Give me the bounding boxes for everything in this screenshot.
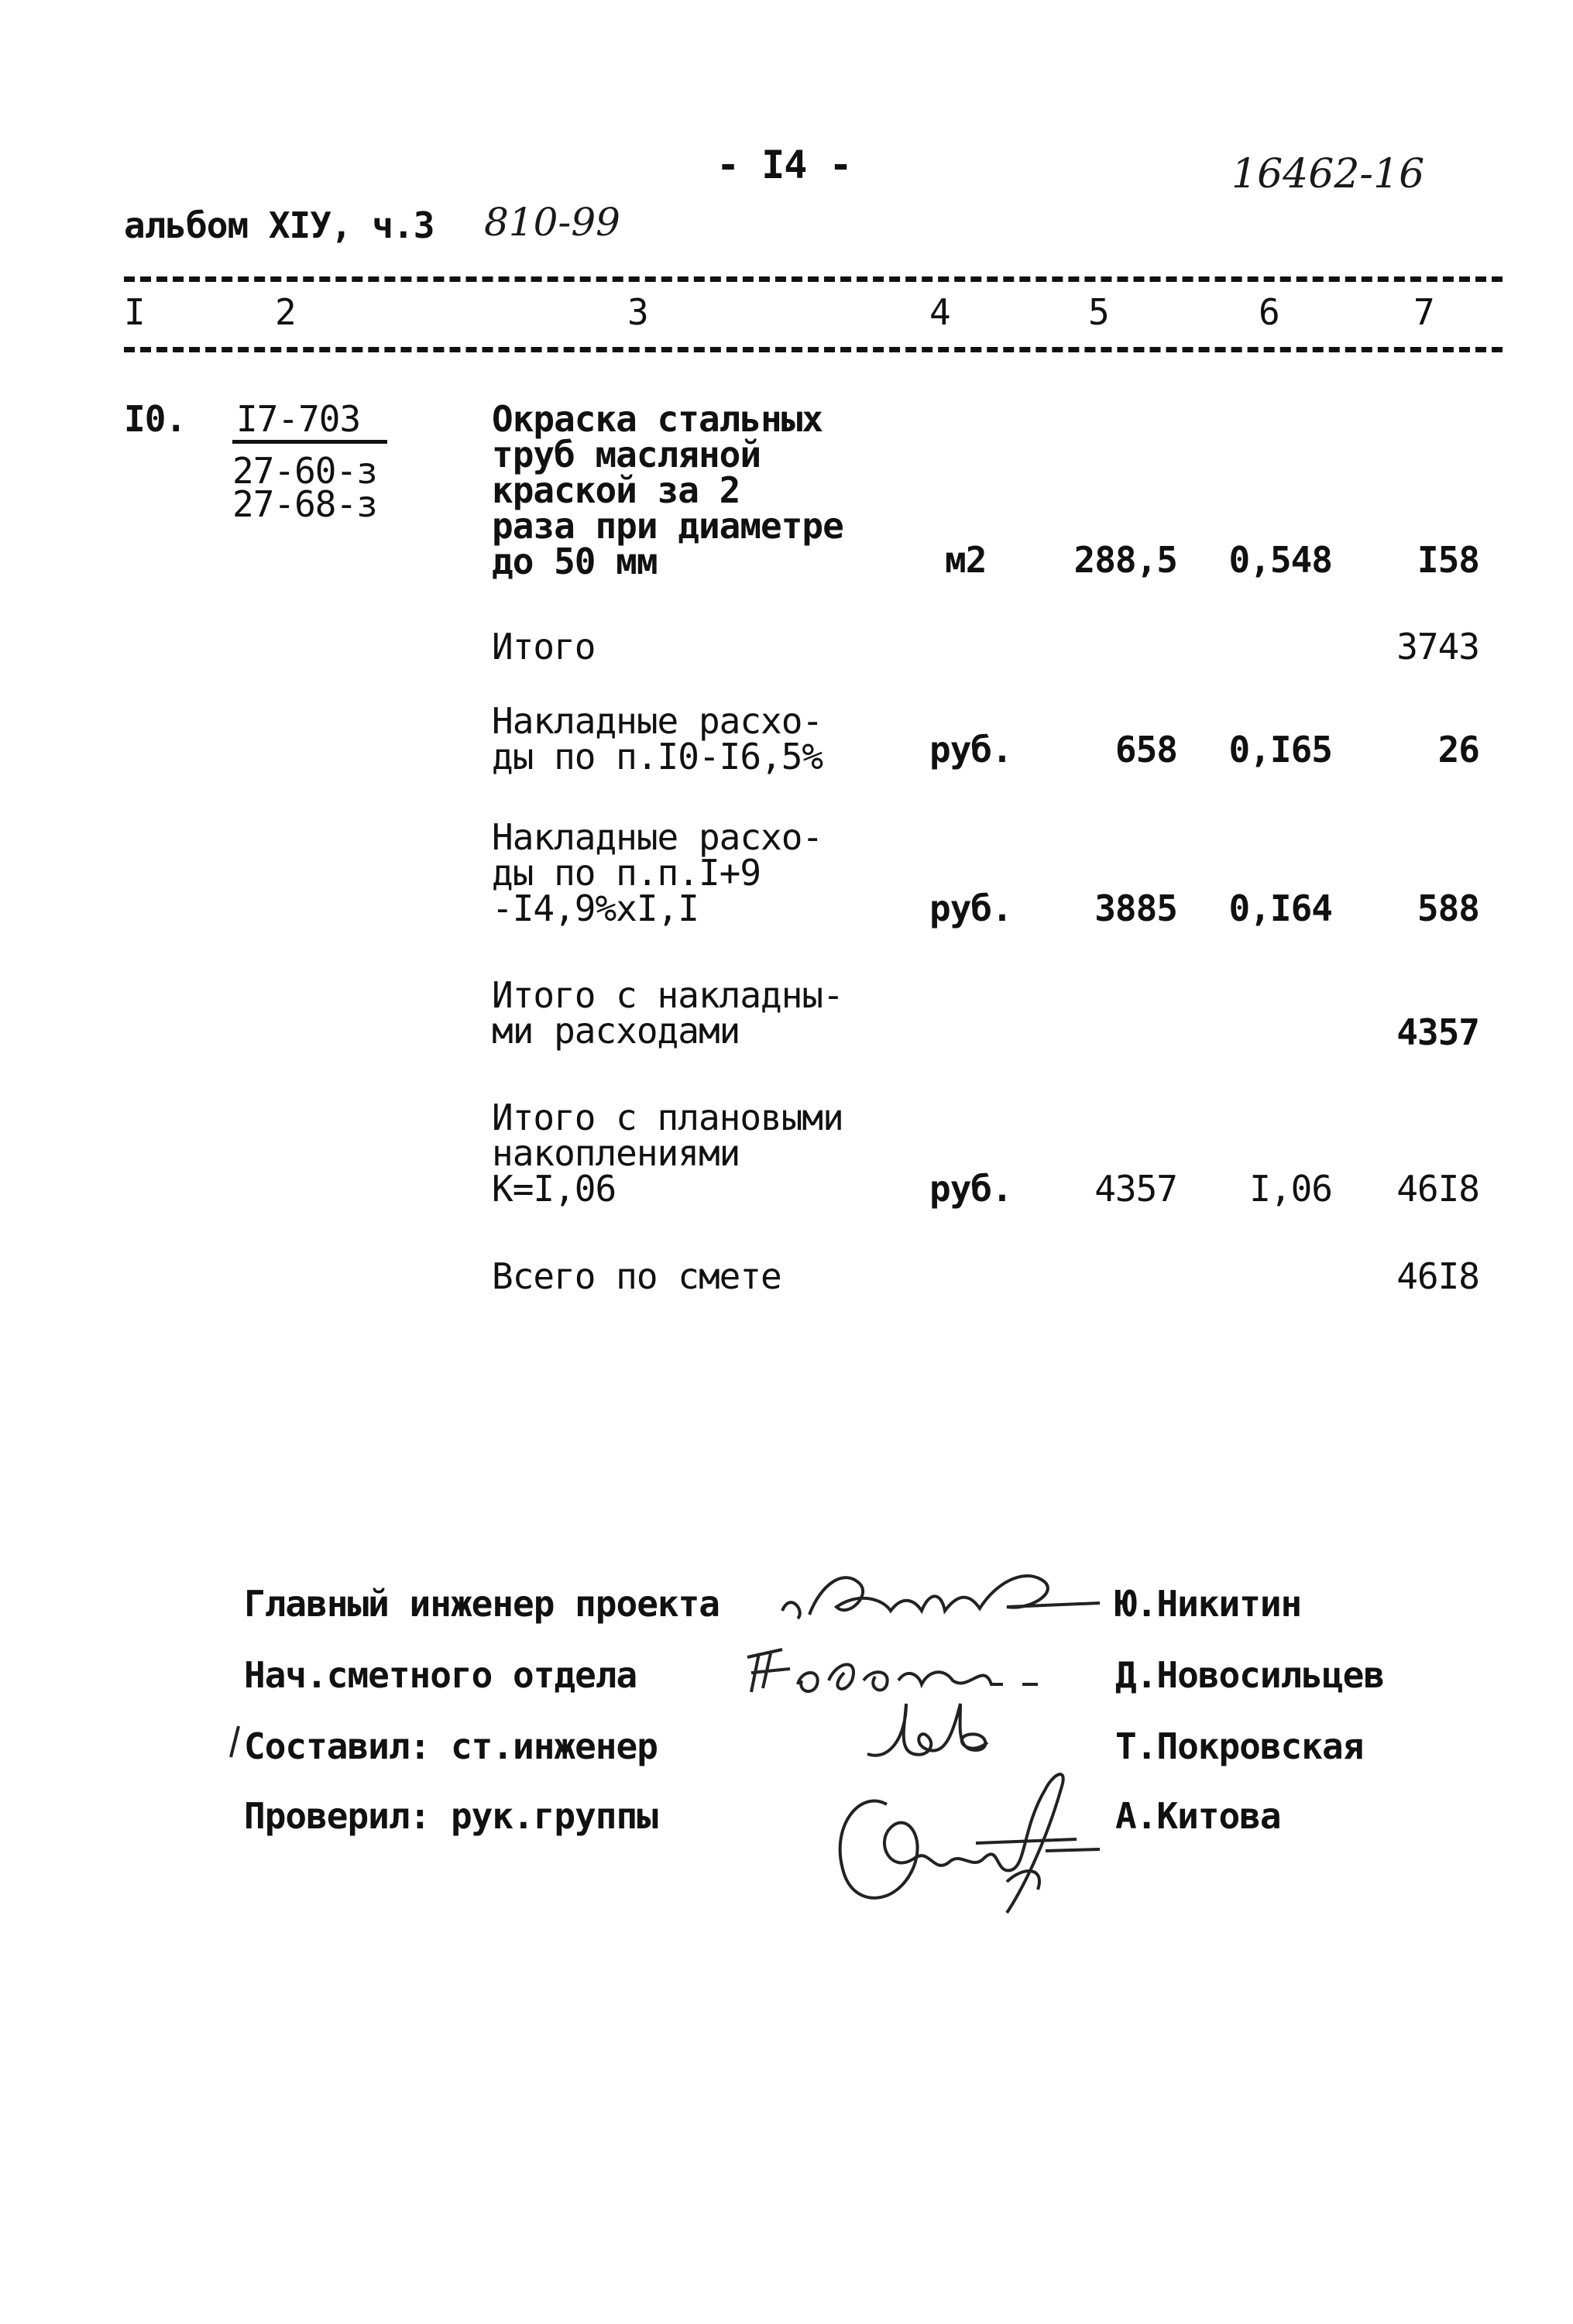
- row-unit: руб.: [929, 1168, 1012, 1210]
- item-ref: 27-60-з: [232, 450, 377, 492]
- signature-role: Составил: ст.инженер: [244, 1725, 658, 1767]
- column-header-2: 2: [275, 291, 296, 333]
- handwritten-signature: [774, 1537, 1115, 1630]
- row-unit-price: 0,I65: [1228, 729, 1332, 771]
- row-description: Накладные расхо- ды по п.п.I+9 -I4,9%xI,I: [492, 816, 823, 929]
- column-header-5: 5: [1088, 291, 1109, 333]
- header-rule-top: [124, 276, 1503, 282]
- item-number: I0.: [124, 398, 187, 440]
- row-unit-price: I,06: [1249, 1168, 1332, 1210]
- document-code: 16462-16: [1231, 151, 1425, 197]
- row-unit: руб.: [929, 887, 1012, 929]
- item-code: I7-703: [236, 398, 361, 440]
- row-quantity: 288,5: [1073, 539, 1177, 581]
- row-total: 46I8: [1396, 1168, 1479, 1210]
- row-description: Всего по смете: [492, 1255, 781, 1297]
- page-number: - I4 -: [716, 142, 852, 187]
- column-header-3: 3: [627, 291, 648, 333]
- column-header-4: 4: [929, 291, 950, 333]
- column-header-6: 6: [1259, 291, 1279, 333]
- signature-name: Ю.Никитин: [1115, 1583, 1302, 1625]
- row-quantity: 658: [1114, 729, 1177, 771]
- row-description: Итого с плановыми накоплениями К=I,06: [492, 1097, 843, 1210]
- signature-role: Нач.сметного отдела: [244, 1654, 637, 1696]
- column-header-1: I: [124, 291, 145, 333]
- row-quantity: 4357: [1094, 1168, 1177, 1210]
- signature-name: Д.Новосильцев: [1115, 1654, 1385, 1696]
- row-description: Итого с накладны- ми расходами: [492, 974, 843, 1052]
- row-unit-price: 0,548: [1228, 539, 1332, 581]
- row-total: 588: [1417, 887, 1479, 929]
- signature-role: Главный инженер проекта: [244, 1583, 720, 1625]
- row-total: 26: [1437, 729, 1479, 771]
- row-unit-price: 0,I64: [1228, 887, 1332, 929]
- row-unit: м2: [945, 539, 987, 581]
- tick-mark: [226, 1723, 242, 1762]
- signature-role: Проверил: рук.группы: [244, 1795, 658, 1837]
- row-total: 3743: [1396, 626, 1479, 668]
- row-description: Накладные расхо- ды по п.I0-I6,5%: [492, 700, 823, 778]
- item-code-underline: [232, 440, 387, 444]
- handwritten-signature: [813, 1758, 1108, 1928]
- row-description: Итого: [492, 626, 596, 668]
- row-description: Окраска стальных труб масляной краской за 2 раза при диаметре до 50 мм: [492, 398, 843, 582]
- row-total: 46I8: [1396, 1255, 1479, 1297]
- row-unit: руб.: [929, 729, 1012, 771]
- row-quantity: 3885: [1094, 887, 1177, 929]
- album-label: альбом XIУ, ч.3: [124, 204, 434, 246]
- row-total: 4357: [1396, 1011, 1479, 1053]
- album-handwritten-number: 810-99: [484, 200, 620, 245]
- signature-name: А.Китова: [1115, 1795, 1281, 1837]
- item-ref: 27-68-з: [232, 483, 377, 525]
- header-rule-bottom: [124, 347, 1503, 352]
- row-total: I58: [1417, 539, 1479, 581]
- signature-name: Т.Покровская: [1115, 1725, 1364, 1767]
- column-header-7: 7: [1413, 291, 1434, 333]
